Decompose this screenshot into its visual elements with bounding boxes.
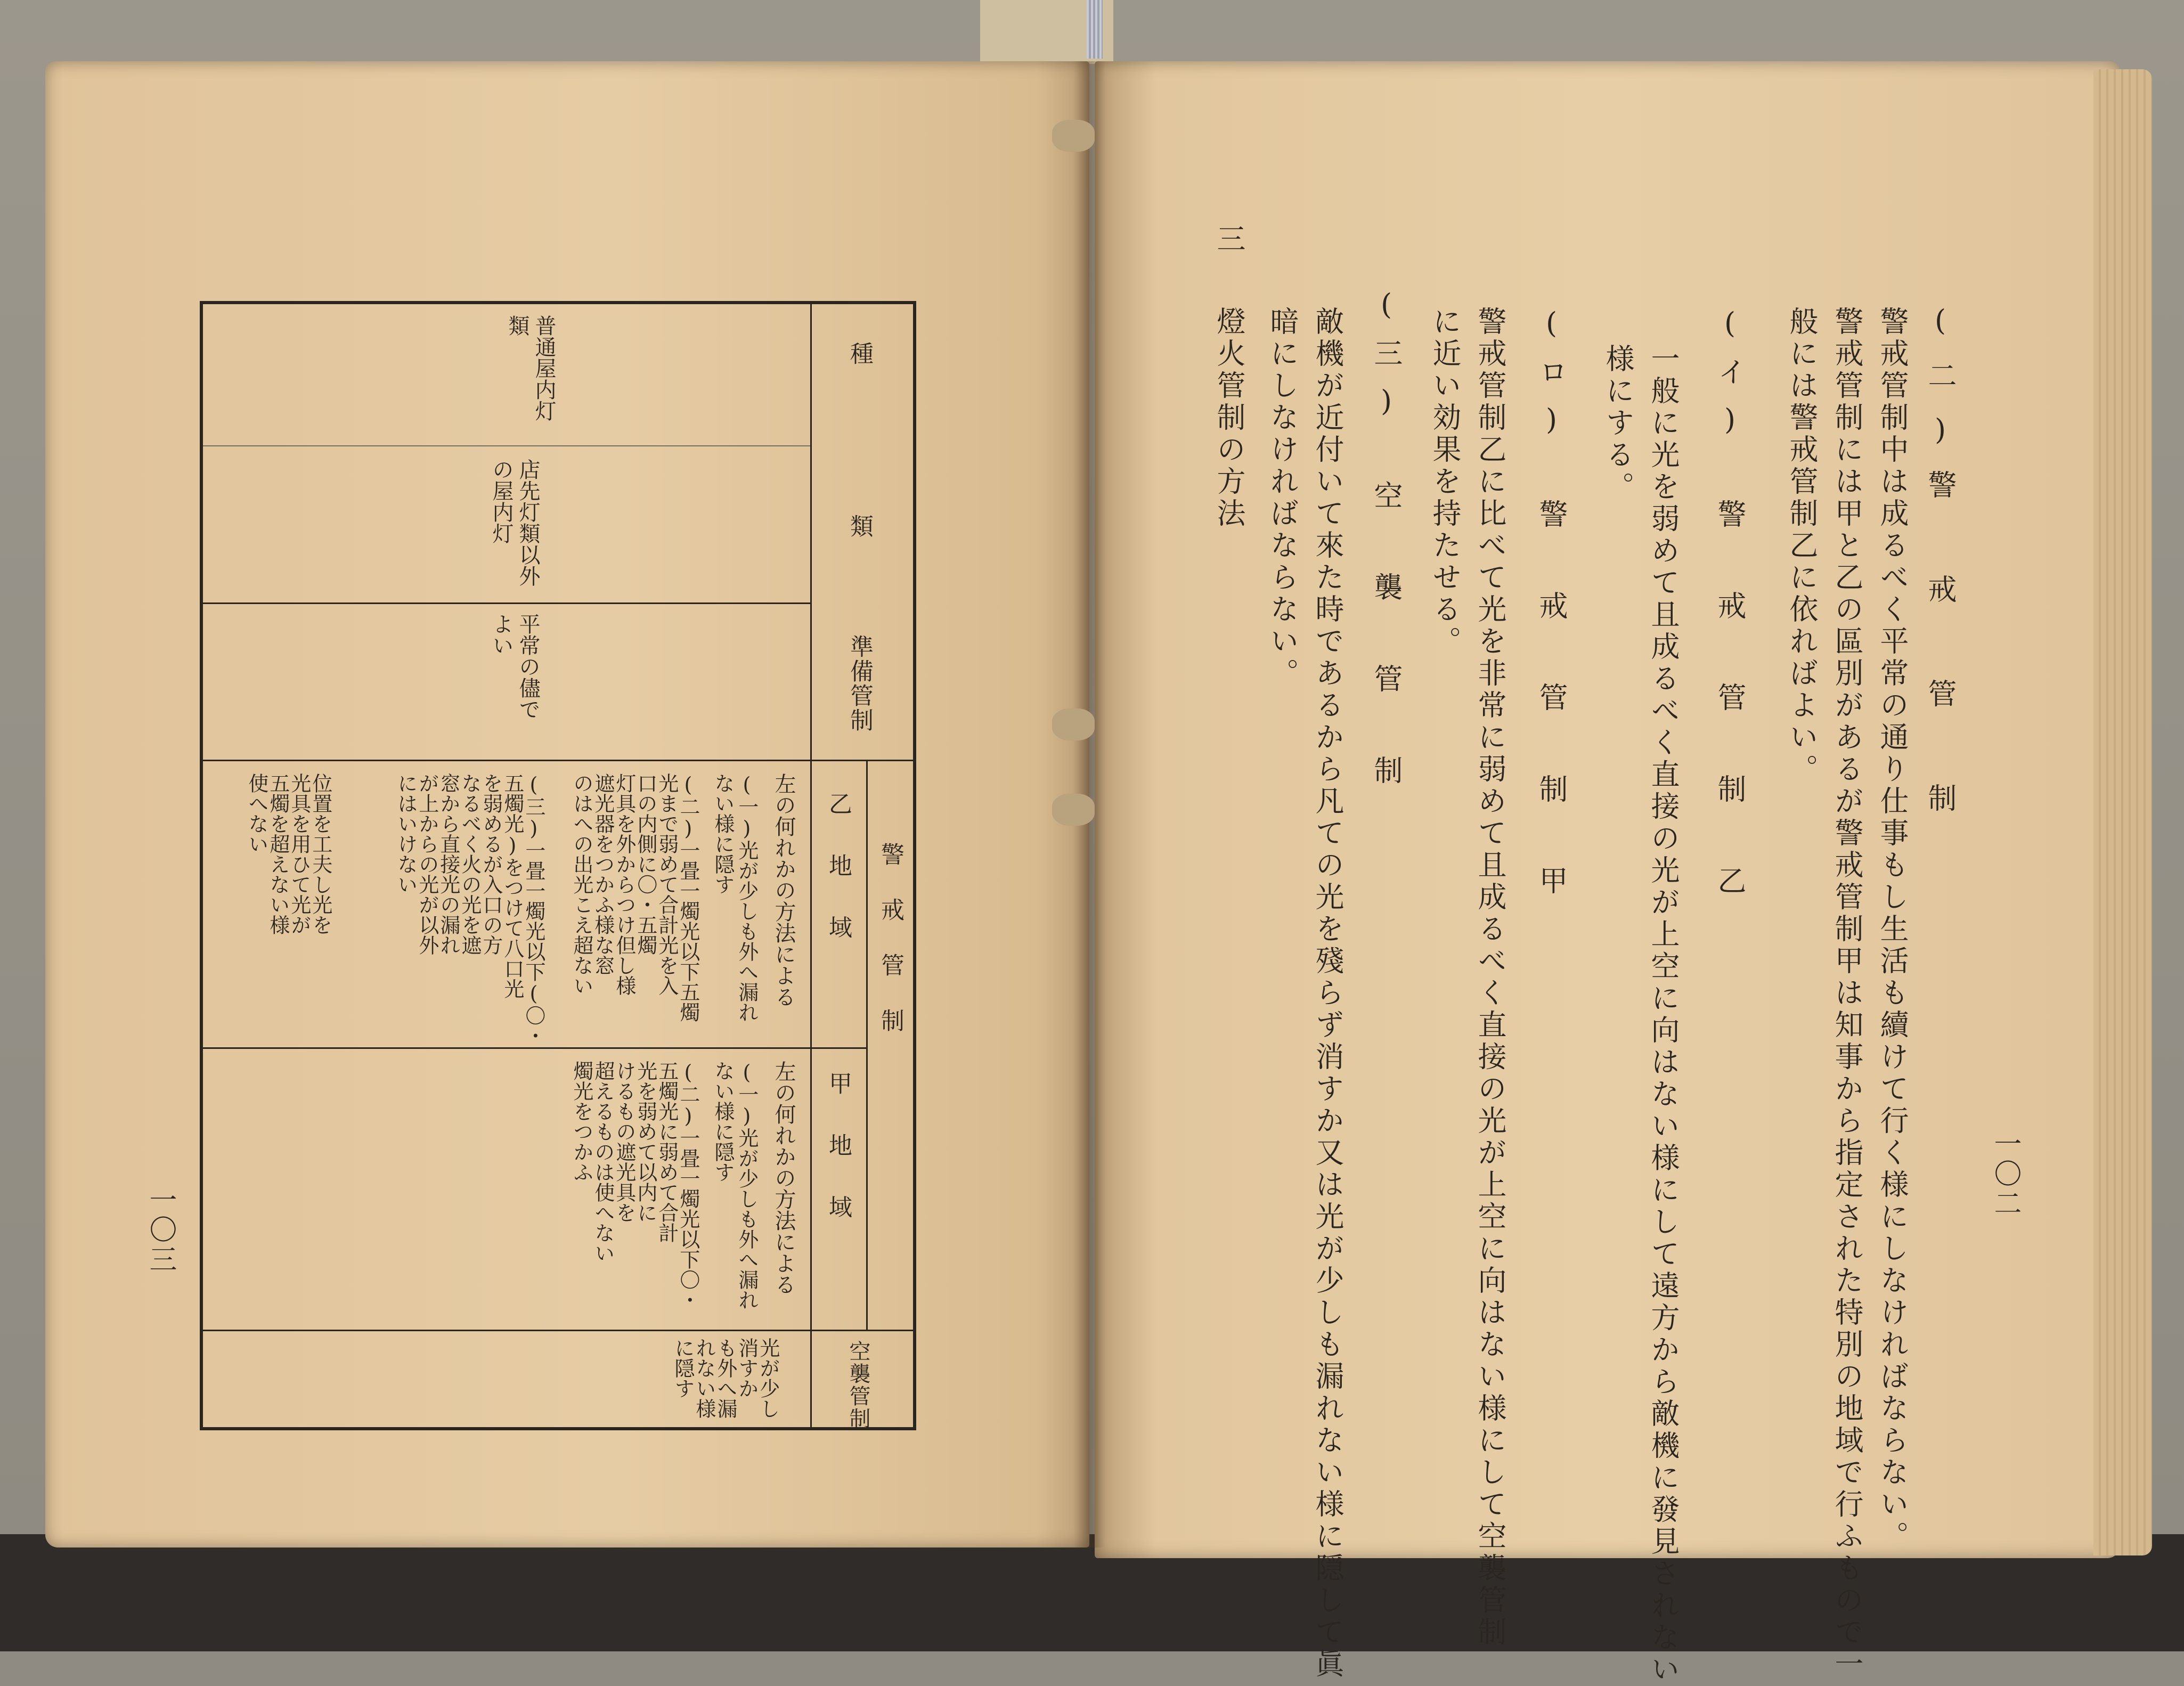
heading-keikai-ko: (ロ) 警 戒 管 制 甲 [1535,306,1568,911]
cell-ko-2: けるもの遮光具を [612,1061,636,1223]
cell-air: 光が少し [756,1338,780,1419]
cell-ko-2: 燭光をつかふ [569,1061,593,1182]
cell-otsu-4: 五燭を超えない様 [266,773,290,935]
stitch-hole [1052,708,1095,740]
paragraph-line: 警戒管制中は成るべく平常の通り仕事もし生活も續けて行く様にしなければならない。 [1876,306,1909,1553]
heading-keikai: (二)警 戒 管 制 [1924,304,1957,835]
paragraph-line: に近い効果を持たせる。 [1428,306,1462,658]
page-edges [2093,69,2152,1555]
page-number-right: 一〇二 [1989,1129,2021,1219]
table-col-divider [866,760,868,1330]
header-air: 空襲管制 [846,1340,870,1430]
table-row-divider [203,760,913,761]
table-row-divider [203,602,810,604]
section-title: 燈火管制の方法 [1212,306,1246,530]
cell-type-1: 類 [505,315,529,336]
stitch-hole [1052,120,1095,152]
table-row-divider [203,1047,866,1049]
blackout-table [200,301,916,1430]
cell-otsu-2: 灯具を外からつけ但し様 [612,773,636,996]
paragraph-line: 一般に光を弱めて且成るべく直接の光が上空に向はない様にして遠方から敵機に發見されない [1647,344,1680,1686]
cell-air: に隠す [671,1338,695,1398]
cell-ko-1: ない様に隠す [711,1061,735,1182]
header-type: 種 類 [846,341,873,543]
paragraph-line: 暗にしなければならない。 [1266,306,1299,690]
cell-type-1: 普通屋内灯 [532,315,556,421]
cell-otsu-2: 光まで弱めて合計光を入 [655,773,679,996]
cell-air: れない様 [692,1338,716,1419]
cell-otsu-4: 位置を工夫し光を [308,773,332,935]
paragraph-line: 警戒管制には甲と乙の區別があるが警戒管制甲は知事から指定された特別の地域で行ふもので一 [1830,306,1864,1681]
cell-otsu-2: 遮光器をつかふ様な窓 [591,773,615,975]
cell-type-2: 店先灯類以外 [516,459,540,587]
cell-otsu-3: なるべく火の光を遮 [458,773,482,955]
paragraph-line: 敵機が近付いて來た時であるから凡ての光を殘らず消すか又は光が少しも漏れない様に隠して眞 [1311,306,1344,1681]
header-prep: 準備管制 [846,634,873,732]
section-number: 三 [1212,224,1246,256]
cell-otsu-2: (二)一畳一燭光以下五燭 [676,773,700,1022]
cell-otsu-1: ない様に隠す [711,773,735,894]
header-otsu: 乙 地 域 [825,792,852,946]
page-number-left: 一〇三 [144,1185,176,1275]
cell-otsu-4: 光具を用ひて光が [287,773,311,935]
stitch-hole [1052,794,1095,826]
cell-otsu-2: のはへの出光こえ超ない [569,773,593,996]
header-ko: 甲 地 域 [825,1071,852,1226]
cell-otsu-3: 五燭光)をつけて八口光 [500,773,524,999]
cell-ko-2: (二)一畳一燭光以下〇・ [676,1061,700,1310]
cell-type-2: の屋内灯 [489,459,514,544]
cell-otsu-3: を弱めるが入口の方 [479,773,503,955]
right-page [1095,61,2120,1558]
binding-thread [1087,0,1103,59]
cell-otsu-3: にはいけない [394,773,418,894]
cell-ko-1: (一)光が少しも外へ漏れ [735,1061,759,1310]
cell-otsu-4: 使へない [245,773,268,854]
cell-ko-2: 超えるものは使へない [591,1061,615,1263]
cell-air: も外へ漏 [713,1338,737,1419]
cell-otsu-method: 左の何れかの方法による [771,773,796,1007]
heading-kushu: (三) 空 襲 管 制 [1370,288,1403,801]
cell-air: 消すか [735,1338,759,1398]
cell-otsu-1: (一)光が少しも外へ漏れ [735,773,759,1022]
cell-otsu-3: (三)一畳一燭光以下(〇・ [521,773,545,1046]
paragraph-line: 般には警戒管制乙に依ればよい。 [1785,306,1819,786]
cell-otsu-2: 口の内側に〇・五燭 [633,773,657,955]
cell-otsu-3: が上からの光が以外 [415,773,439,955]
paragraph-line: 様にする。 [1601,344,1635,503]
cell-prep: 平常の儘で [516,613,540,720]
cell-ko-2: 五燭光に弱めて合計 [655,1061,679,1243]
header-alert: 警 戒 管 制 [877,842,904,1036]
table-row-divider [203,445,810,446]
cell-otsu-3: 窓から直接光の漏れ [436,773,460,955]
cell-ko-2: 光を弱めて以内に [633,1061,657,1223]
table-col-divider [810,304,812,1428]
cell-ko-method: 左の何れかの方法による [771,1061,796,1295]
paragraph-line: 警戒管制乙に比べて光を非常に弱めて且成るべく直接の光が上空に向はない様にして空襲管制 [1473,306,1507,1649]
heading-keikai-otsu: (イ) 警 戒 管 制 乙 [1713,306,1747,911]
table-row-divider [203,1330,913,1331]
cell-prep: よい [489,613,514,656]
